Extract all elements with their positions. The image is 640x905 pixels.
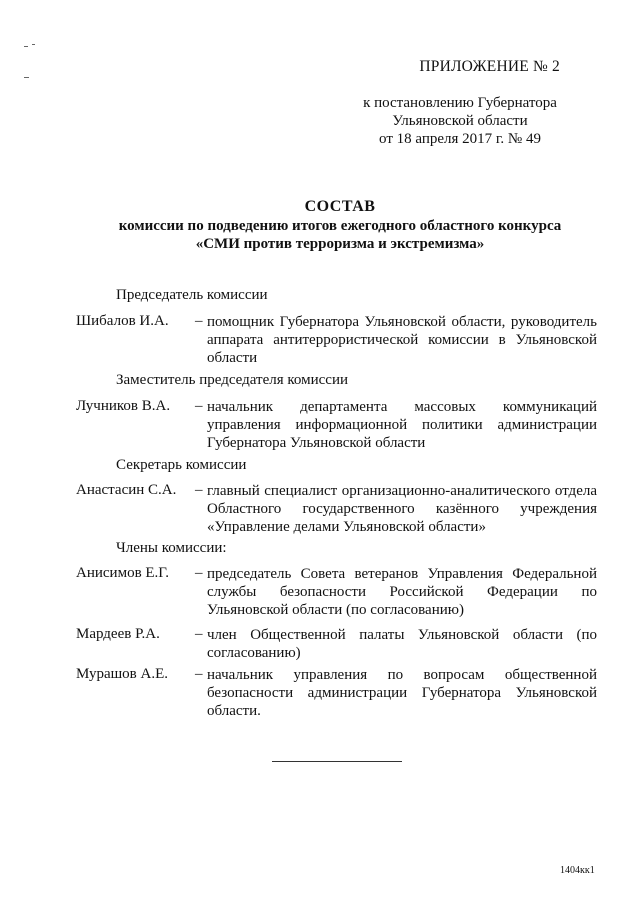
end-divider [272, 761, 402, 762]
member-description: председатель Совета ветеранов Управления Федеральной службы безопасности Российской Федерации по Ульяновской области (по согласованию) [207, 566, 597, 618]
member-dash: – [195, 398, 203, 414]
scan-mark [32, 44, 35, 45]
member-dash: – [195, 626, 203, 642]
section-heading-chair: Председатель комиссии [116, 287, 268, 303]
member-name: Анастасин С.А. [76, 482, 177, 498]
title-line: «СМИ против терроризма и экстремизма» [195, 236, 485, 252]
decree-reference-line: к постановлению Губернатора [363, 95, 557, 111]
member-name: Анисимов Е.Г. [76, 565, 170, 581]
member-description: начальник управления по вопросам общественной безопасности администрации Губернатора Ульяновской области. [207, 667, 597, 719]
member-description: главный специалист организационно-аналитического отдела Областного государственного казённого учреждения «Управление делами Ульяновской области» [207, 483, 597, 535]
member-dash: – [195, 313, 203, 329]
member-description: помощник Губернатора Ульяновской области, руководитель аппарата антитеррористической комиссии в Ульяновской области [207, 314, 597, 366]
section-heading-members: Члены комиссии: [116, 540, 227, 556]
member-name: Лучников В.А. [76, 398, 171, 414]
decree-reference-line: от 18 апреля 2017 г. № 49 [379, 131, 541, 147]
member-name: Шибалов И.А. [76, 313, 169, 329]
member-dash: – [195, 666, 203, 682]
title-line: комиссии по подведению итогов ежегодного областного конкурса [118, 218, 562, 234]
section-heading-deputy: Заместитель председателя комиссии [116, 372, 349, 388]
member-dash: – [195, 482, 203, 498]
scan-mark [24, 77, 29, 78]
member-name: Мурашов А.Е. [76, 666, 168, 682]
scan-mark [24, 46, 28, 47]
member-description: начальник департамента массовых коммуникаций управления информационной политики администрации Губернатора Ульяновской области [207, 399, 597, 451]
member-dash: – [195, 565, 203, 581]
section-heading-secretary: Секретарь комиссии [116, 457, 247, 473]
decree-reference-line: Ульяновской области [392, 113, 528, 129]
document-title [60, 197, 620, 253]
member-description: член Общественной палаты Ульяновской области (по согласованию) [207, 627, 597, 661]
annex-number: ПРИЛОЖЕНИЕ № 2 [419, 58, 560, 75]
document-code: 1404кк1 [560, 865, 595, 876]
decree-reference [330, 94, 590, 148]
title-main: СОСТАВ [304, 198, 376, 215]
member-name: Мардеев Р.А. [76, 626, 160, 642]
